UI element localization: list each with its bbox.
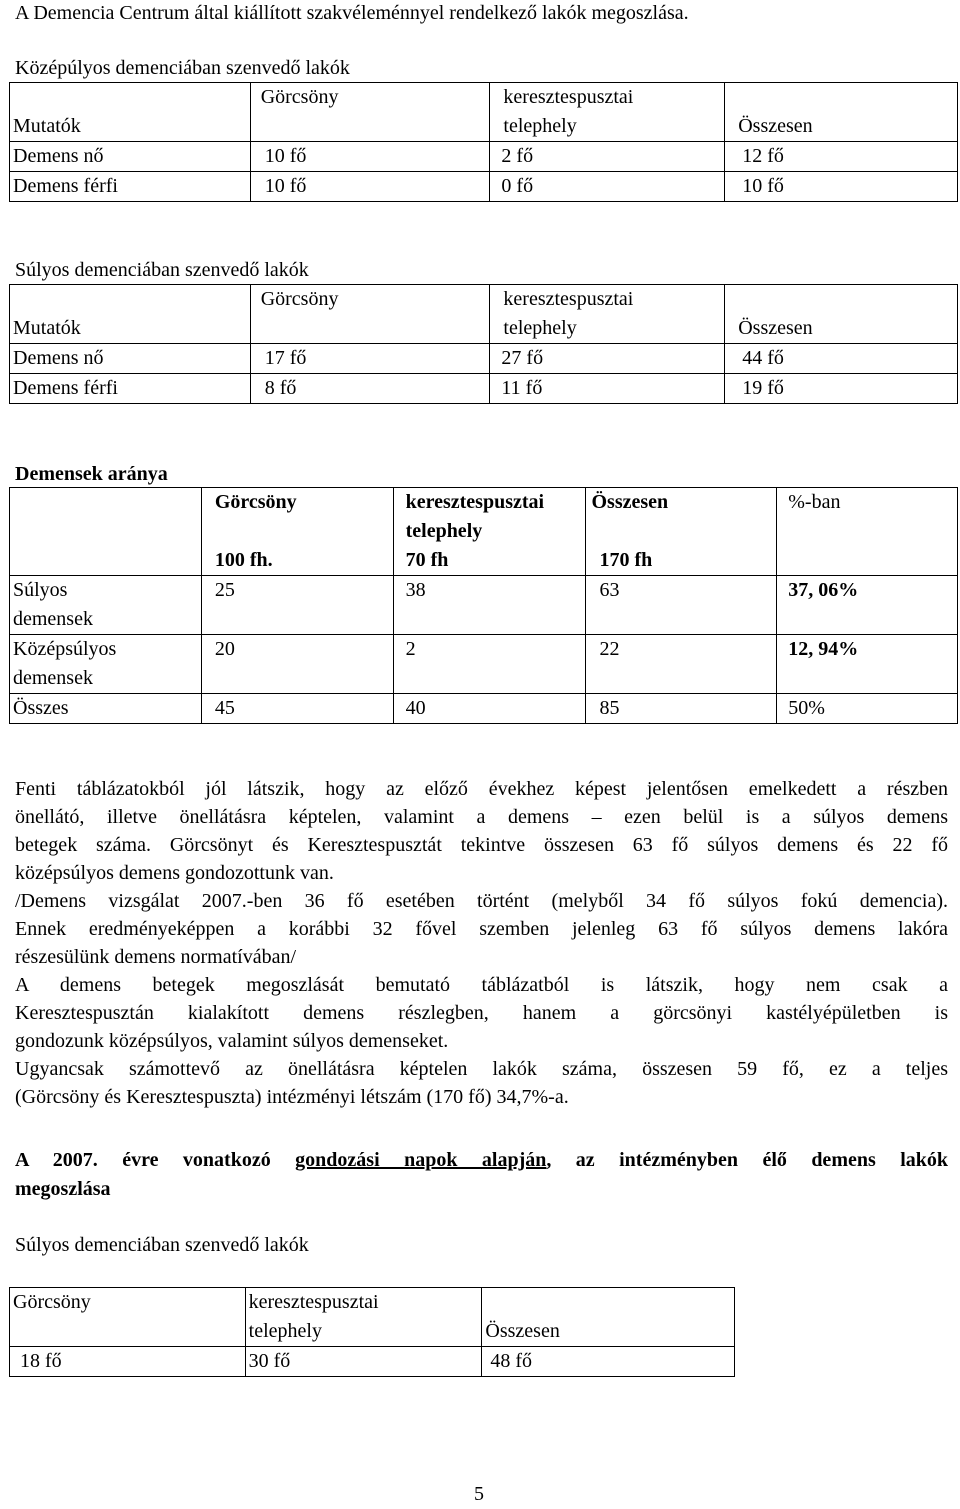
table3-cell: 22	[585, 635, 777, 694]
page-number: 5	[474, 1483, 484, 1505]
table2-header-mutatok: Mutatók	[13, 317, 81, 339]
table2-cell: 8 fő	[250, 374, 490, 404]
table1	[9, 82, 958, 202]
paragraph-line: betegek száma. Görcsönyt és Keresztespusztát tekintve összesen 63 fő súlyos demens és 22 fő	[15, 834, 948, 856]
section2-heading-underlined: gondozási napok alapján	[295, 1149, 547, 1171]
section2-heading-part: A 2007. évre vonatkozó	[15, 1149, 296, 1171]
table3-row-label: demensek	[13, 667, 93, 689]
table1-header-row	[10, 83, 958, 142]
table1-cell: 12 fő	[725, 142, 958, 172]
table3-header-gorcsony-sub: 100 fh.	[214, 549, 273, 571]
table3-cell: 63	[585, 576, 777, 635]
table3-cell: 85	[585, 694, 777, 724]
table1-title: Középúlyos demenciában szenvedő lakók	[15, 57, 350, 79]
table-row	[10, 344, 958, 374]
table2-header-row	[10, 285, 958, 344]
section2-heading-line2: megoszlása	[15, 1178, 111, 1200]
table1-cell: 2 fő	[490, 142, 725, 172]
table1-header-kereszt-2: telephely	[503, 115, 577, 137]
table2-header-osszesen: Összesen	[738, 317, 813, 339]
table1-cell: 10 fő	[250, 172, 490, 202]
paragraph-line: gondozunk középsúlyos, valamint súlyos demenseket.	[15, 1030, 449, 1052]
table1-cell: 10 fő	[725, 172, 958, 202]
table1-cell: Demens nő	[10, 142, 251, 172]
paragraph-line: /Demens vizsgálat 2007.-ben 36 fő esetében történt (melyből 34 fő súlyos fokú demencia).	[15, 890, 948, 912]
table3-header-kereszt-2: telephely	[405, 520, 483, 542]
table3-cell: 37, 06%	[777, 576, 958, 635]
table4-header-kereszt-1: keresztespusztai	[248, 1291, 379, 1313]
table2	[9, 284, 958, 404]
table3-row-label: demensek	[13, 608, 93, 630]
table-row	[10, 142, 958, 172]
table1-header-osszesen: Összesen	[738, 115, 813, 137]
table2-cell: 44 fő	[725, 344, 958, 374]
table2-header-kereszt-2: telephely	[503, 317, 577, 339]
table3-cell: 40	[393, 694, 585, 724]
table4-cell: 30 fő	[245, 1347, 482, 1377]
table1-cell: Demens férfi	[10, 172, 251, 202]
table4-header-gorcsony: Görcsöny	[13, 1291, 91, 1313]
table4-cell: 18 fő	[10, 1347, 246, 1377]
table-row	[10, 374, 958, 404]
table1-header-mutatok: Mutatók	[13, 115, 81, 137]
table4-header-row	[10, 1288, 735, 1347]
table3-header-kereszt-sub: 70 fh	[405, 549, 449, 571]
table2-cell: 17 fő	[250, 344, 490, 374]
table3-cell: 45	[201, 694, 393, 724]
table3-header-kereszt-1: keresztespusztai	[405, 491, 545, 513]
table1-cell: 10 fő	[250, 142, 490, 172]
paragraph-line: A demens betegek megoszlását bemutató táblázatból is látszik, hogy nem csak a	[15, 974, 948, 996]
section2-heading-part: , az intézményben élő demens lakók	[546, 1149, 949, 1171]
table-row	[10, 635, 958, 694]
table4-header-osszesen: Összesen	[485, 1320, 560, 1342]
table2-cell: Demens férfi	[10, 374, 251, 404]
table-row	[10, 694, 958, 724]
paragraph-line: Ugyancsak számottevő az önellátásra képtelen lakók száma, összesen 59 fő, ez a teljes	[15, 1058, 948, 1080]
table-row	[10, 172, 958, 202]
table3-row-label: Összes	[10, 694, 202, 724]
paragraph-line: középsúlyos demens gondozottunk van.	[15, 862, 334, 884]
table3-header-osszesen-sub: 170 fh	[599, 549, 653, 571]
table2-header-gorcsony: Görcsöny	[260, 288, 339, 310]
paragraph-line: önellátó, illetve önellátásra képtelen, valamint a demens – ezen belül is a súlyos demens	[15, 806, 948, 828]
table3-row-label: Súlyos	[13, 579, 68, 601]
table3-cell: 38	[393, 576, 585, 635]
table2-cell: 27 fő	[490, 344, 725, 374]
paragraph-line: Keresztespusztán kialakított demens részlegben, hanem a görcsönyi kastélyépületben is	[15, 1002, 948, 1024]
table3-cell: 12, 94%	[777, 635, 958, 694]
paragraph-line: (Görcsöny és Keresztespuszta) intézményi létszám (170 fő) 34,7%-a.	[15, 1086, 569, 1108]
table3-header-osszesen: Összesen	[591, 491, 669, 513]
table4	[9, 1287, 735, 1377]
section2-heading	[15, 1146, 948, 1175]
paragraph-line: részesülünk demens normatívában/	[15, 946, 297, 968]
table2-cell: 19 fő	[725, 374, 958, 404]
table3-cell: 2	[393, 635, 585, 694]
table4-cell: 48 fő	[482, 1347, 735, 1377]
table3-header-percent: %-ban	[788, 491, 841, 513]
table3-cell: 50%	[777, 694, 958, 724]
table4-header-kereszt-2: telephely	[248, 1320, 322, 1342]
table2-header-kereszt-1: keresztespusztai	[503, 288, 634, 310]
table-row	[10, 576, 958, 635]
section2-subtitle: Súlyos demenciában szenvedő lakók	[15, 1234, 309, 1256]
table1-header-kereszt-1: keresztespusztai	[503, 86, 634, 108]
table3-header-gorcsony: Görcsöny	[214, 491, 297, 513]
table3-title: Demensek aránya	[15, 463, 168, 485]
table3-cell: 25	[201, 576, 393, 635]
table3-row-label: Középsúlyos	[13, 638, 117, 660]
table3-cell: 20	[201, 635, 393, 694]
table1-header-gorcsony: Görcsöny	[260, 86, 339, 108]
table3	[9, 487, 958, 724]
paragraph-line: Fenti táblázatokból jól látszik, hogy az előző évekhez képest jelentősen emelkedett a részben	[15, 778, 948, 800]
table3-header-row	[10, 488, 958, 576]
table2-cell: 11 fő	[490, 374, 725, 404]
document-heading: A Demencia Centrum által kiállított szakvéleménnyel rendelkező lakók megoszlása.	[15, 2, 689, 24]
paragraph-line: Ennek eredményeképpen a korábbi 32 fővel szemben jelenleg 63 fő súlyos demens lakóra	[15, 918, 948, 940]
table2-title: Súlyos demenciában szenvedő lakók	[15, 259, 309, 281]
table-row	[10, 1347, 735, 1377]
body-paragraph	[15, 775, 948, 1111]
table1-cell: 0 fő	[490, 172, 725, 202]
table2-cell: Demens nő	[10, 344, 251, 374]
